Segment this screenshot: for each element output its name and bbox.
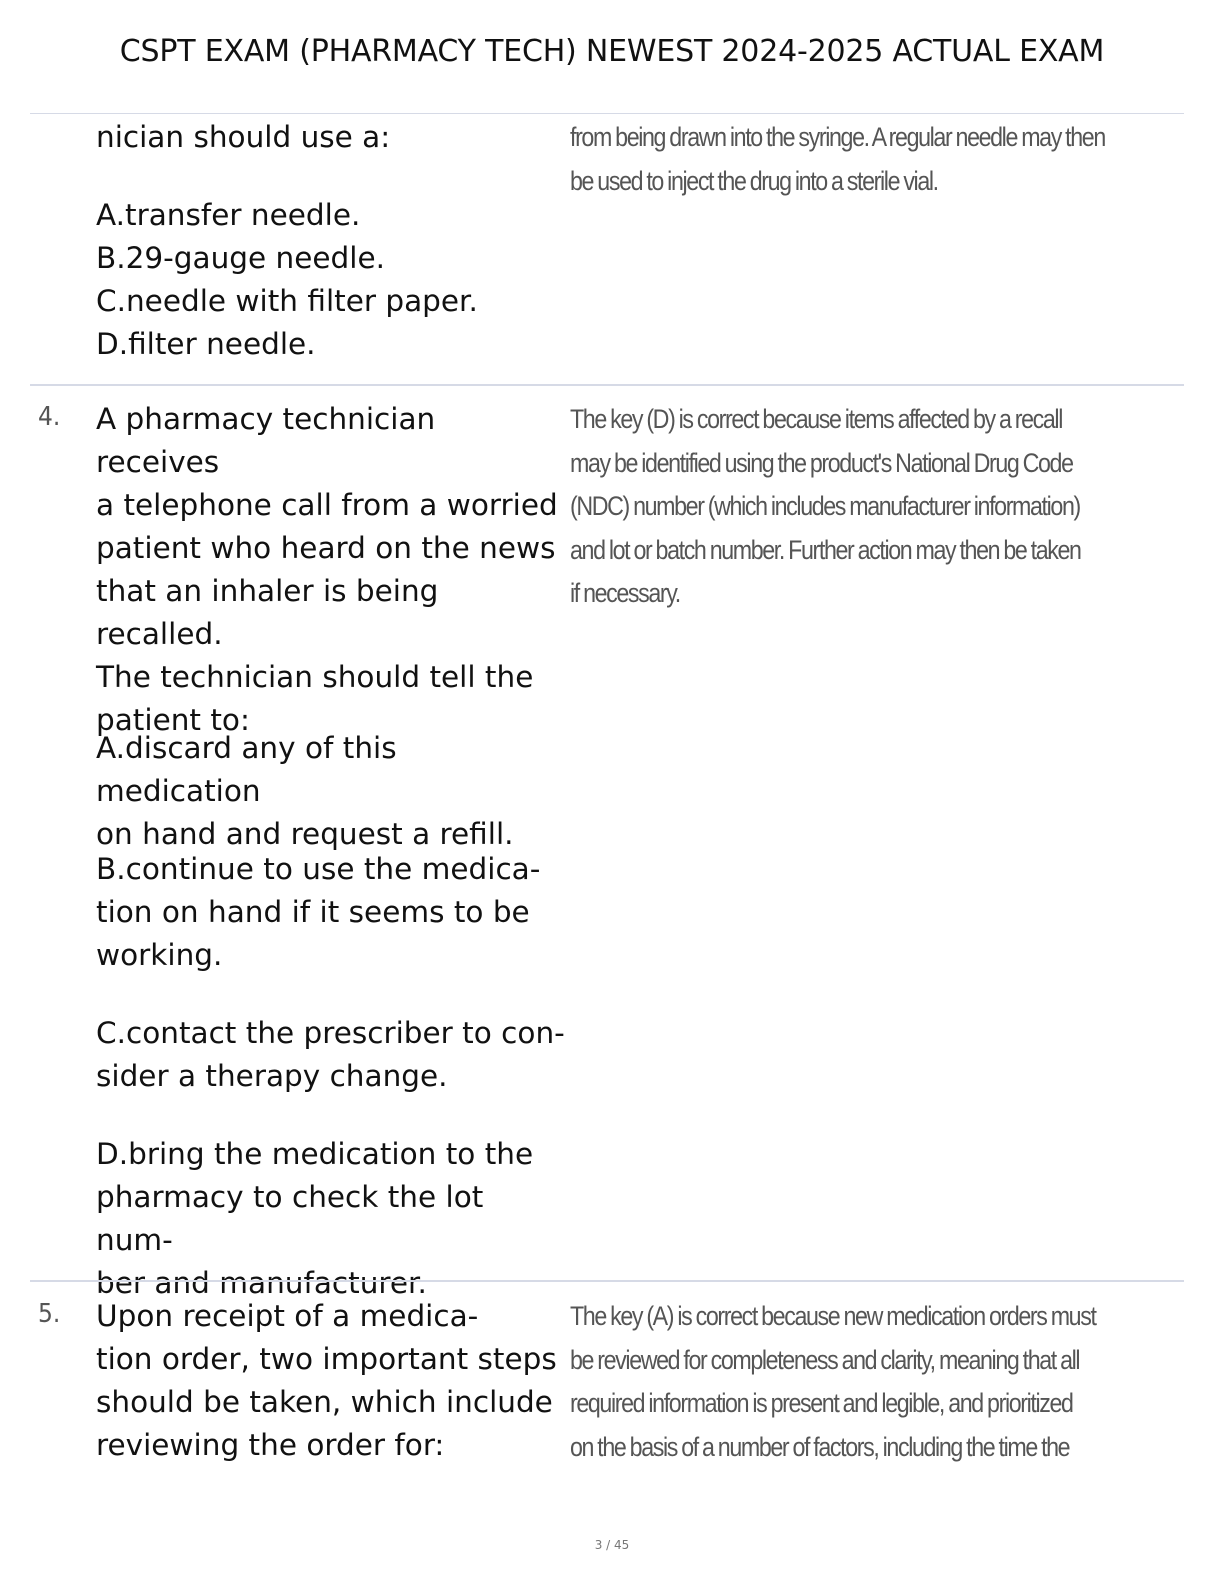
question-3-choice-b: B.29-gauge needle.	[96, 241, 385, 275]
question-4-choice-a: A.discard any of this medication on hand and request a refill.	[96, 731, 514, 851]
question-4-stem: A pharmacy technician receives a telephone call from a worried patient who heard on the news that an inhaler is being recalled. The technician should tell the patient to:	[96, 402, 558, 737]
divider	[30, 384, 1184, 386]
question-3-choice-d: D.filter needle.	[96, 327, 316, 361]
question-3-choice-c: C.needle with filter paper.	[96, 284, 478, 318]
question-5-answer: The key (A) is correct because new medication orders must be reviewed for completeness and clarity, meaning that all required information is present and legible, and prioritized on the basis of a number of factors, including the time the	[570, 1301, 1096, 1462]
page-number: 3 / 45	[594, 1538, 630, 1552]
question-4-choice-c: C.contact the prescriber to con- sider a therapy change.	[96, 1016, 565, 1093]
question-3-answer-tail: from being drawn into the syringe. A regular needle may then be used to inject the drug into a sterile vial.	[570, 122, 1105, 196]
question-4-choice-d: D.bring the medication to the pharmacy to check the lot num- ber and manufacturer.	[96, 1137, 534, 1300]
question-5-number: 5.	[38, 1299, 61, 1329]
question-4-answer: The key (D) is correct because items affected by a recall may be identified using the product's National Drug Code (NDC) number (which includes manufacturer information) and lot or batch number. Further action may then be taken if necessary.	[570, 404, 1081, 608]
question-4-choice-b: B.continue to use the medica- tion on hand if it seems to be working.	[96, 852, 541, 972]
question-4-number: 4.	[38, 402, 61, 432]
question-3-choice-a: A.transfer needle.	[96, 198, 361, 232]
divider	[30, 113, 1184, 114]
question-5-stem: Upon receipt of a medica- tion order, two important steps should be taken, which include reviewing the order for:	[96, 1299, 557, 1462]
page-title: CSPT EXAM (PHARMACY TECH) NEWEST 2024-2025 ACTUAL EXAM	[119, 34, 1105, 69]
question-3-stem-tail: nician should use a:	[96, 120, 391, 154]
divider	[30, 1280, 1184, 1282]
